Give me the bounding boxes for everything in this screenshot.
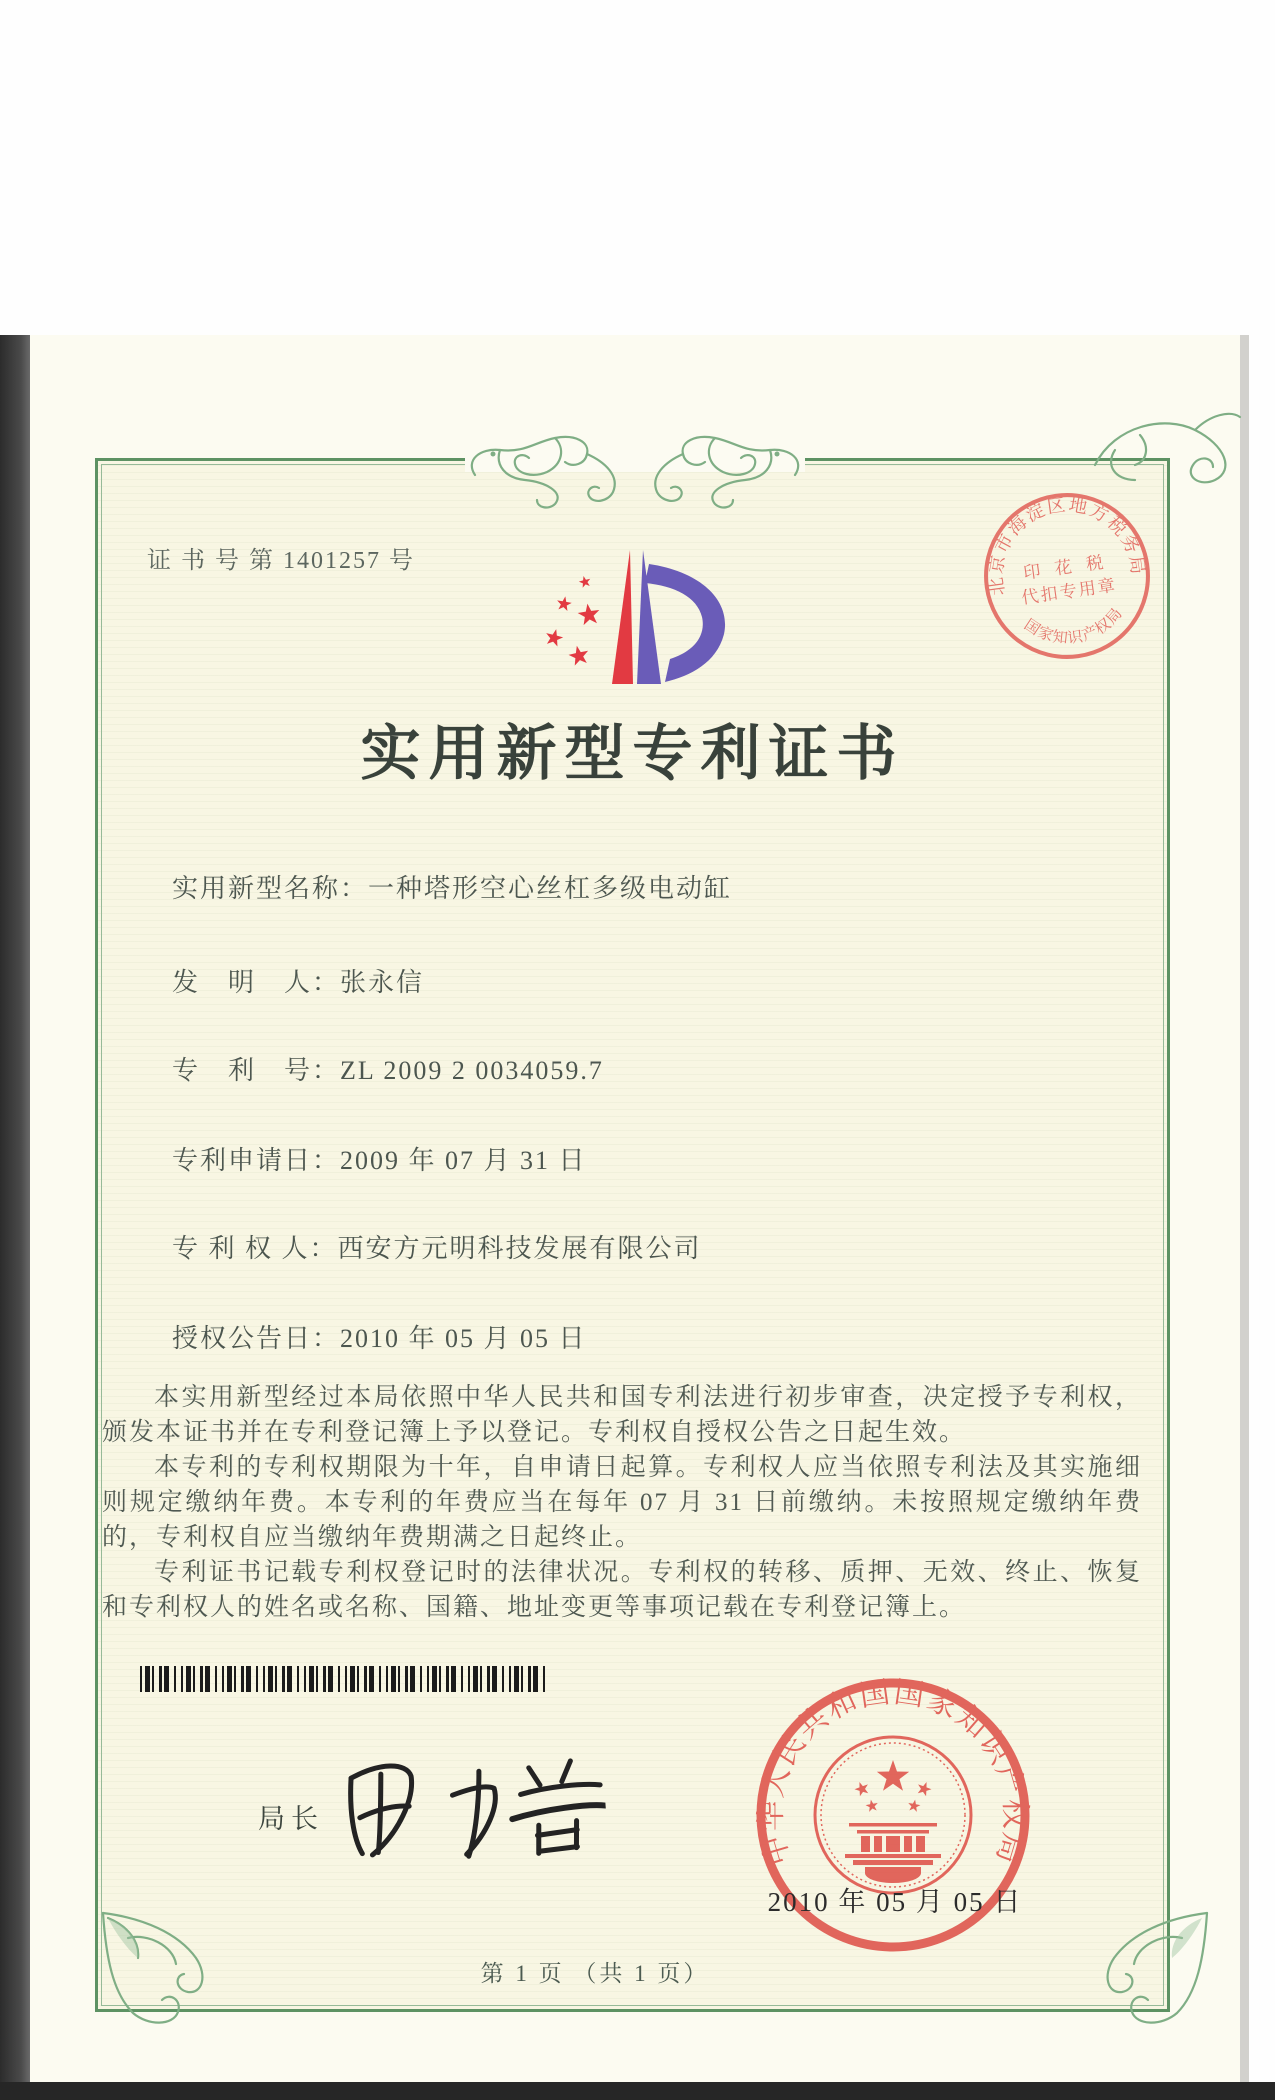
legal-text-block bbox=[102, 1380, 1142, 1625]
field-value: ZL 2009 2 0034059.7 bbox=[340, 1056, 604, 1085]
field-filing-date bbox=[172, 1140, 587, 1177]
director-signature-tian-lipu bbox=[331, 1733, 609, 1872]
field-value: 西安方元明科技发展有限公司 bbox=[337, 1234, 702, 1263]
certificate-number: 证 书 号 第 1401257 号 bbox=[147, 548, 415, 574]
svg-text:国家知识产权局 bbox=[1019, 603, 1129, 653]
field-value: 2010 年 05 月 05 日 bbox=[340, 1324, 587, 1353]
field-inventor bbox=[172, 962, 424, 999]
stamp-tax-seal bbox=[970, 479, 1164, 673]
cnipa-logo bbox=[545, 542, 745, 692]
field-value: 2009 年 07 月 31 日 bbox=[340, 1146, 587, 1175]
dragon-ornament-top-right bbox=[1075, 395, 1245, 495]
field-label: 专利申请日： bbox=[172, 1146, 341, 1175]
field-value: 一种塔形空心丝杠多级电动缸 bbox=[368, 874, 733, 903]
sipo-seal-arc-text: 中华人民共和国国家知识产权局 bbox=[754, 1675, 1032, 1870]
director-label: 局长 bbox=[258, 1804, 324, 1834]
field-value: 张永信 bbox=[340, 968, 425, 997]
tax-seal-arc-bottom: 国家知识产权局 bbox=[1020, 604, 1127, 648]
paragraph-grant: 本实用新型经过本局依照中华人民共和国专利法进行初步审查，决定授予专利权，颁发本证书并在专利登记簿上予以登记。专利权自授权公告之日起生效。 bbox=[102, 1384, 1142, 1446]
svg-text:北京市海淀区地方税务局 bbox=[976, 485, 1149, 597]
field-label: 实用新型名称： bbox=[172, 874, 369, 903]
paragraph-legal-status: 专利证书记载专利权登记时的法律状况。专利权的转移、质押、无效、终止、恢复和专利权人的姓名或名称、国籍、地址变更等事项记载在专利登记簿上。 bbox=[102, 1559, 1142, 1621]
field-label: 专 利 权 人： bbox=[172, 1234, 338, 1263]
scan-edge-bottom bbox=[0, 2082, 1275, 2100]
field-label: 专 利 号： bbox=[172, 1056, 341, 1085]
paragraph-term-fees: 本专利的专利权期限为十年，自申请日起算。专利权人应当依照专利法及其实施细则规定缴纳年费。本专利的年费应当在每年 07 月 31 日前缴纳。未按照规定缴纳年费的，专利权自应当缴纳年费期满之日起终止。 bbox=[102, 1454, 1142, 1551]
tax-seal-center-line2: 代扣专用章 bbox=[1020, 575, 1119, 608]
field-label: 发 明 人： bbox=[172, 968, 341, 997]
scan-edge-right bbox=[1240, 335, 1249, 2082]
scan-edge-left bbox=[0, 335, 30, 2100]
dragon-ornament-top-center bbox=[405, 420, 865, 520]
field-grant-date bbox=[172, 1318, 587, 1355]
field-patentee bbox=[172, 1228, 702, 1265]
certificate-title: 实用新型专利证书 bbox=[360, 721, 905, 787]
field-utility-model-name bbox=[172, 868, 732, 905]
barcode bbox=[140, 1666, 550, 1692]
tax-seal-arc-top: 北京市海淀区地方税务局 bbox=[985, 494, 1149, 597]
field-patent-number bbox=[172, 1050, 604, 1087]
tax-seal-center-line1: 印 花 税 bbox=[1022, 552, 1110, 583]
page-footer: 第 1 页 （共 1 页） bbox=[480, 1961, 710, 1986]
seal-issue-date: 2010 年 05 月 05 日 bbox=[767, 1887, 1023, 1917]
field-label: 授权公告日： bbox=[172, 1324, 341, 1353]
